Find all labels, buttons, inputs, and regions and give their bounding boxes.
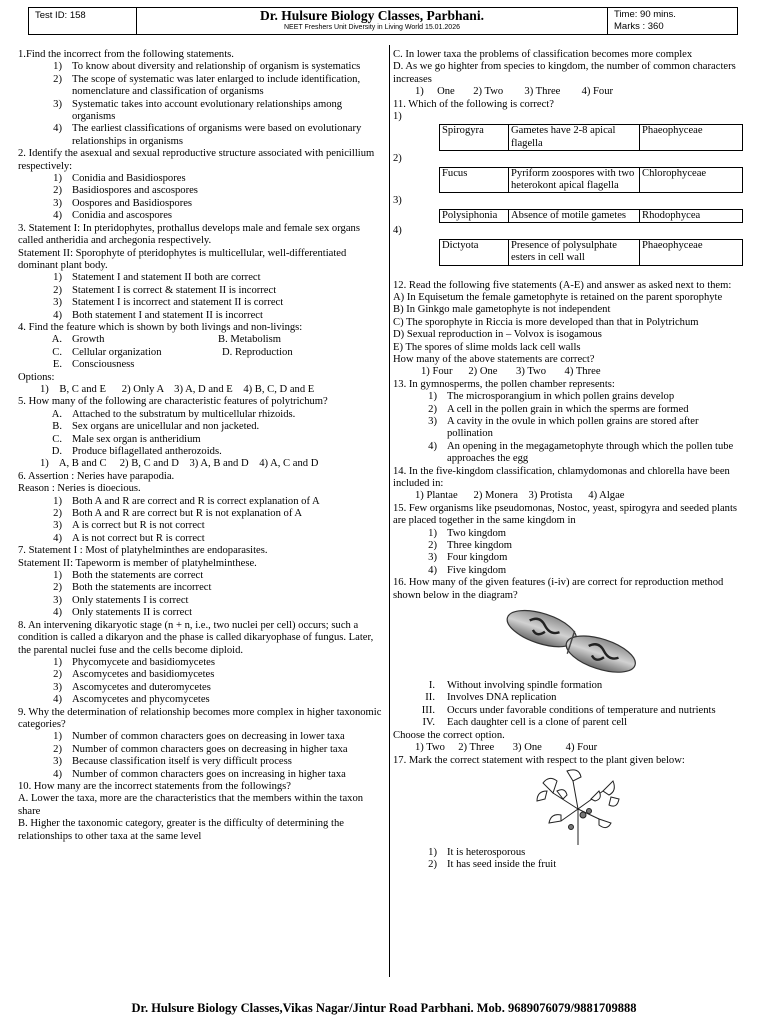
option-number: 2) — [53, 284, 62, 296]
feature-letter: E. — [52, 359, 62, 371]
question-stem: 15. Few organisms like pseudomonas, Nostoc, yeast, spirogyra and seeded plants are placed together in the same kingdom in — [393, 502, 738, 527]
test-subtitle: NEET Freshers Unit Diversity in Living World 15.01.2026 — [284, 24, 460, 31]
option-text: Statement I is incorrect and statement II is correct — [72, 297, 284, 309]
institute-title: Dr. Hulsure Biology Classes, Parbhani. — [260, 8, 484, 23]
option[interactable] — [18, 682, 382, 694]
feature-text: B. Metabolism — [218, 334, 281, 346]
cell-feature: Gametes have 2-8 apical flagella — [509, 125, 640, 151]
question-stem-2: Statement II: Tapeworm is member of platyhelminthese. — [18, 557, 257, 569]
option-text: To know about diversity and relationship of organism is systematics — [72, 61, 361, 73]
feature-row — [18, 334, 382, 346]
question-stem: 12. Read the following five statements (A-E) and answer as asked next to them: — [393, 279, 732, 291]
question-stem: 16. How many of the given features (i-iv) are correct for reproduction method shown below in the diagram? — [393, 577, 724, 601]
statement-letter: B. — [52, 421, 62, 433]
option[interactable] — [18, 570, 382, 582]
question-13 — [393, 379, 745, 466]
option-number: 3) — [53, 520, 62, 532]
ginkgo-plant-image — [393, 769, 745, 847]
option-number: 1) — [53, 731, 62, 743]
inline-options[interactable]: 1) Four 2) One 3) Two 4) Three — [421, 366, 601, 378]
cell-feature: Presence of polysulphate esters in cell wall — [509, 239, 640, 265]
option-text: A is not correct but R is correct — [72, 532, 205, 544]
option-table — [439, 124, 743, 151]
option[interactable] — [18, 769, 382, 781]
option[interactable] — [18, 173, 382, 185]
option-number: 3) — [428, 552, 437, 564]
option-number: 3) — [393, 195, 402, 207]
question-stem-2: Statement II: Sporophyte of pteridophytes is multicellular, well-differentiated dominant plant body. — [18, 247, 347, 271]
inline-options[interactable]: 1) Plantae 2) Monera 3) Protista 4) Algae — [415, 490, 625, 502]
question-stem: 17. Mark the correct statement with respect to the plant given below: — [393, 754, 685, 766]
table-option-1[interactable] — [393, 111, 745, 151]
option-text: Number of common characters goes on decreasing in higher taxa — [72, 743, 348, 755]
statement-text: Male sex organ is antheridium — [72, 433, 201, 445]
cell-organism: Polysiphonia — [440, 209, 509, 222]
option-number: 1) — [393, 111, 402, 123]
option-text: It is heterosporous — [447, 846, 526, 858]
option-number: 1) — [428, 846, 437, 858]
option-text: Basidiospores and ascospores — [72, 185, 198, 197]
option-text: A is correct but R is not correct — [72, 520, 205, 532]
option-text: The earliest classifications of organisms were based on evolutionary relationships in organisms — [72, 123, 362, 147]
question-10 — [18, 781, 382, 843]
cell-class: Chlorophyceae — [640, 167, 743, 193]
test-id: Test ID: 158 — [29, 8, 137, 34]
table-option-4[interactable] — [393, 225, 745, 265]
option-text: A cell in the pollen grain in which the sperms are formed — [447, 403, 689, 415]
option-text: Phycomycete and basidiomycetes — [72, 656, 215, 668]
cell-class: Phaeophyceae — [640, 125, 743, 151]
option-number: 3) — [53, 98, 62, 110]
option[interactable] — [18, 669, 382, 681]
option[interactable] — [18, 582, 382, 594]
option-number: 3) — [53, 594, 62, 606]
option[interactable] — [18, 198, 382, 210]
option-text: Statement I and statement II both are correct — [72, 272, 261, 284]
option-text: Five kingdom — [447, 564, 507, 576]
option-text: Statement I is correct & statement II is incorrect — [72, 284, 277, 296]
option[interactable] — [393, 847, 745, 859]
feature-text: Involves DNA replication — [447, 692, 557, 704]
option[interactable] — [18, 744, 382, 756]
question-stem: 13. In gymnosperms, the pollen chamber represents: — [393, 378, 615, 390]
statement-c: C. In lower taxa the problems of classification becomes more complex — [393, 49, 693, 60]
option[interactable] — [393, 528, 745, 540]
option[interactable] — [18, 285, 382, 297]
question-stem: 10. How many are the incorrect statements from the followings? — [18, 780, 292, 792]
option-number: 4) — [53, 309, 62, 321]
statement-d: D. As we go highter from species to kingdom, the number of common characters increases — [393, 61, 736, 85]
option[interactable] — [18, 310, 382, 322]
option-number: 1) — [53, 173, 62, 185]
cell-class: Phaeophyceae — [640, 239, 743, 265]
option-text: Both A and R are correct and R is correct explanation of A — [72, 495, 320, 507]
option-text: Number of common characters goes on decreasing in lower taxa — [72, 731, 345, 743]
option-number: 4) — [53, 607, 62, 619]
option-text: Three kingdom — [447, 540, 513, 552]
option-text: Two kingdom — [447, 527, 506, 539]
roman-numeral: I. — [428, 680, 435, 692]
question-stem: 9. Why the determination of relationship becomes more complex in higher taxonomic categories? — [18, 706, 382, 730]
test-header — [28, 7, 738, 35]
inline-options[interactable]: 1) A, B and C 2) B, C and D 3) A, B and D 4) A, C and D — [40, 458, 319, 470]
question-stem: 4. Find the feature which is shown by both livings and non-livings: — [18, 321, 303, 333]
option[interactable] — [18, 297, 382, 309]
cell-organism: Spirogyra — [440, 125, 509, 151]
question-7 — [18, 545, 382, 619]
cell-organism: Fucus — [440, 167, 509, 193]
column-divider — [389, 45, 390, 977]
question-6 — [18, 471, 382, 545]
option-text: The scope of systematic was later enlarged to include identification, nomenclature and classification of organisms — [72, 73, 361, 98]
question-9 — [18, 707, 382, 781]
option-text: It has seed inside the fruit — [447, 859, 557, 871]
option-number: 2) — [428, 540, 437, 552]
question-stem: 6. Assertion : Neries have parapodia. — [18, 470, 175, 482]
option-number: 2) — [53, 743, 62, 755]
footer-contact: Dr. Hulsure Biology Classes,Vikas Nagar/Jintur Road Parbhani. Mob. 9689076079/9881709888 — [131, 1001, 637, 1015]
question-stem: 1.Find the incorrect from the following statements. — [18, 49, 234, 60]
option-number: 2) — [53, 73, 62, 85]
statement-a: A. Lower the taxa, more are the characteristics that the members within the taxon share — [18, 793, 364, 817]
roman-numeral: IV. — [422, 717, 435, 729]
statement-line: C) The sporophyte in Riccia is more developed than that in Polytrichum — [393, 316, 699, 328]
option-text: Ascomycetes and duteromycetes — [72, 681, 211, 693]
option-number: 1) — [53, 570, 62, 582]
option-text: Both A and R are correct but R is not explanation of A — [72, 508, 303, 520]
statement-line: D) Sexual reproduction in – Volvox is isogamous — [393, 329, 602, 341]
option-number: 2) — [393, 153, 402, 165]
feature-item — [393, 705, 745, 717]
option[interactable] — [393, 404, 745, 416]
statement — [18, 421, 382, 433]
feature-letter: A. — [51, 334, 62, 346]
option-text: Oospores and Basidiospores — [72, 197, 193, 209]
option[interactable] — [18, 496, 382, 508]
option-text: An opening in the megagametophyte through which the pollen tube approaches the egg — [447, 440, 734, 465]
option-number: 1) — [428, 391, 437, 403]
question-10-continued — [393, 49, 745, 99]
option-number: 4) — [53, 694, 62, 706]
option-text: Only statements I is correct — [72, 594, 189, 606]
feature-text: Without involving spindle formation — [447, 680, 603, 692]
roman-numeral: II. — [425, 692, 435, 704]
option[interactable] — [393, 552, 745, 564]
inline-options[interactable]: 1) Two 2) Three 3) One 4) Four — [415, 742, 598, 754]
option-number: 4) — [428, 564, 437, 576]
option-text: A cavity in the ovule in which pollen grains are stored after pollination — [447, 415, 699, 440]
option-text: Conidia and ascospores — [72, 210, 173, 222]
table-option-2[interactable] — [393, 153, 745, 193]
option-text: Ascomycetes and basidiomycetes — [72, 669, 215, 681]
statement-text: Attached to the substratum by multicellular rhizoids. — [72, 408, 296, 420]
feature-text: Growth — [72, 334, 105, 346]
question-stem: 11. Which of the following is correct? — [393, 98, 554, 110]
statement-letter: D. — [51, 446, 62, 457]
statement — [18, 446, 382, 458]
option[interactable] — [393, 540, 745, 552]
question-stem: 2. Identify the asexual and sexual reproductive structure associated with penicillium respectively: — [18, 148, 375, 172]
time-label: Time: 90 mins. — [614, 9, 676, 20]
option[interactable] — [18, 185, 382, 197]
question-12 — [393, 280, 745, 379]
option[interactable] — [18, 508, 382, 520]
option[interactable] — [393, 441, 745, 466]
feature-item — [393, 717, 745, 729]
question-1 — [18, 49, 382, 148]
feature-row — [18, 347, 382, 359]
option-number: 4) — [393, 225, 402, 237]
option-number: 2) — [53, 582, 62, 594]
question-stem: 14. In the five-kingdom classification, chlamydomonas and chlorella have been included in: — [393, 465, 730, 489]
cell-class: Rhodophycea — [640, 209, 743, 222]
option-number: 4) — [428, 440, 437, 452]
cell-feature: Pyriform zoospores with two heterokont apical flagella — [509, 167, 640, 193]
option[interactable] — [18, 99, 382, 124]
option-number: 3) — [53, 197, 62, 209]
option-number: 3) — [428, 415, 437, 427]
option-text: Conidia and Basidiospores — [72, 173, 186, 185]
feature-text: Occurs under favorable conditions of temperature and nutrients — [447, 704, 716, 716]
feature-text: D. Reproduction — [222, 346, 293, 358]
feature-text: Cellular organization — [72, 346, 162, 358]
question-15 — [393, 503, 745, 577]
time-marks-box — [607, 8, 737, 34]
option-text: Four kingdom — [447, 552, 508, 564]
option-number: 2) — [428, 403, 437, 415]
option[interactable] — [393, 391, 745, 403]
feature-item — [393, 680, 745, 692]
option-text: Both statement I and statement II is incorrect — [72, 309, 263, 321]
statement-letter: A. — [51, 408, 62, 420]
option-text: Because classification itself is very difficult process — [72, 756, 292, 768]
option[interactable] — [18, 520, 382, 532]
option-table — [439, 209, 743, 223]
feature-item — [393, 692, 745, 704]
option-table — [439, 167, 743, 194]
option-number: 2) — [53, 508, 62, 520]
question-stem: 5. How many of the following are characteristic features of polytrichum? — [18, 396, 328, 408]
option-text: Systematic takes into account evolutionary relationships among organisms — [72, 98, 343, 123]
statement-b: B. Higher the taxonomic category, greater is the difficulty of determining the relationships to other taxa at the same level — [18, 818, 344, 842]
option[interactable] — [18, 694, 382, 706]
choose-label: Choose the correct option. — [393, 729, 505, 741]
right-column — [393, 49, 745, 872]
option-number: 4) — [53, 123, 62, 135]
option-number: 2) — [428, 859, 437, 871]
option-text: The microsporangium in which pollen grains develop — [447, 391, 675, 403]
option[interactable] — [18, 731, 382, 743]
cell-feature: Absence of motile gametes — [509, 209, 640, 222]
question-17 — [393, 755, 745, 872]
statement-line: A) In Equisetum the female gametophyte is retained on the parent sporophyte — [393, 291, 723, 303]
option-text: Number of common characters goes on increasing in higher taxa — [72, 768, 346, 780]
option[interactable] — [18, 607, 382, 619]
marks-label: Marks : 360 — [614, 21, 664, 32]
option-number: 3) — [53, 756, 62, 768]
inline-options[interactable]: 1) One 2) Two 3) Three 4) Four — [415, 86, 614, 98]
option-number: 2) — [53, 185, 62, 197]
question-stem-2: Reason : Neries is dioecious. — [18, 483, 141, 495]
option[interactable] — [18, 595, 382, 607]
option-number: 4) — [53, 532, 62, 544]
option-number: 4) — [53, 210, 62, 222]
dividing-bacterium-illustration — [495, 604, 645, 680]
question-2 — [18, 148, 382, 222]
feature-text: Each daughter cell is a clone of parent cell — [447, 717, 628, 729]
question-8 — [18, 620, 382, 707]
question-11 — [393, 99, 745, 266]
option-text: Both the statements are correct — [72, 570, 204, 582]
statement-letter: C. — [52, 433, 62, 445]
table-option-3[interactable] — [393, 195, 745, 223]
statement-line: E) The spores of slime molds lack cell walls — [393, 341, 581, 353]
roman-numeral: III. — [421, 704, 435, 716]
question-stem: 8. An intervening dikaryotic stage (n + n, i.e., two nuclei per cell) occurs; such a condition is called a dikaryon and the phase is called dikaryophase of fungus. Later, the parental nuclei fuse and the cells become diploid. — [18, 619, 374, 656]
option-number: 1) — [428, 527, 437, 539]
feature-letter: C. — [52, 346, 62, 358]
question-14 — [393, 466, 745, 503]
left-column — [18, 49, 382, 843]
statement-line: B) In Ginkgo male gametophyte is not independent — [393, 304, 611, 316]
question-5 — [18, 396, 382, 470]
cell-organism: Dictyota — [440, 239, 509, 265]
feature-text: Consciousness — [72, 359, 135, 371]
option-number: 1) — [53, 495, 62, 507]
option[interactable] — [18, 657, 382, 669]
option-number: 1) — [53, 272, 62, 284]
header-title-block — [137, 8, 607, 34]
option[interactable] — [393, 416, 745, 441]
question-3 — [18, 223, 382, 322]
option[interactable] — [393, 859, 745, 871]
option[interactable] — [18, 61, 382, 73]
option-number: 4) — [53, 768, 62, 780]
option[interactable] — [18, 123, 382, 148]
options-label: Options: — [18, 371, 55, 383]
statement — [18, 434, 382, 446]
option-number: 3) — [53, 681, 62, 693]
statement-text: Produce biflagellated antherozoids. — [72, 446, 222, 457]
question-16 — [393, 577, 745, 754]
option-text: Only statements II is correct — [72, 607, 193, 619]
question-4 — [18, 322, 382, 396]
option[interactable] — [18, 210, 382, 222]
statement-text: Sex organs are unicellular and non jacketed. — [72, 421, 260, 433]
question-stem: 3. Statement I: In pteridophytes, prothallus develops male and female sex organs called antheridia and archegonia respectively. — [18, 222, 360, 247]
option-text: Both the statements are incorrect — [72, 582, 212, 594]
ginkgo-leaf-illustration — [533, 769, 623, 847]
inline-options[interactable]: 1) B, C and E 2) Only A 3) A, D and E 4) B, C, D and E — [40, 383, 315, 395]
binary-fission-image — [393, 604, 745, 680]
question-stem: 7. Statement I : Most of platyhelminthes are endoparasites. — [18, 545, 268, 557]
option-number: 3) — [53, 297, 62, 309]
option[interactable] — [18, 272, 382, 284]
option[interactable] — [18, 756, 382, 768]
option-table — [439, 239, 743, 266]
option-number: 1) — [53, 61, 62, 73]
statement-line: How many of the above statements are correct? — [393, 353, 595, 365]
option-text: Ascomycetes and phycomycetes — [72, 694, 210, 706]
option-number: 1) — [53, 656, 62, 668]
option-number: 2) — [53, 669, 62, 681]
statement — [18, 409, 382, 421]
option[interactable] — [18, 74, 382, 99]
option[interactable] — [18, 533, 382, 545]
option[interactable] — [393, 565, 745, 577]
feature-row — [18, 359, 382, 371]
